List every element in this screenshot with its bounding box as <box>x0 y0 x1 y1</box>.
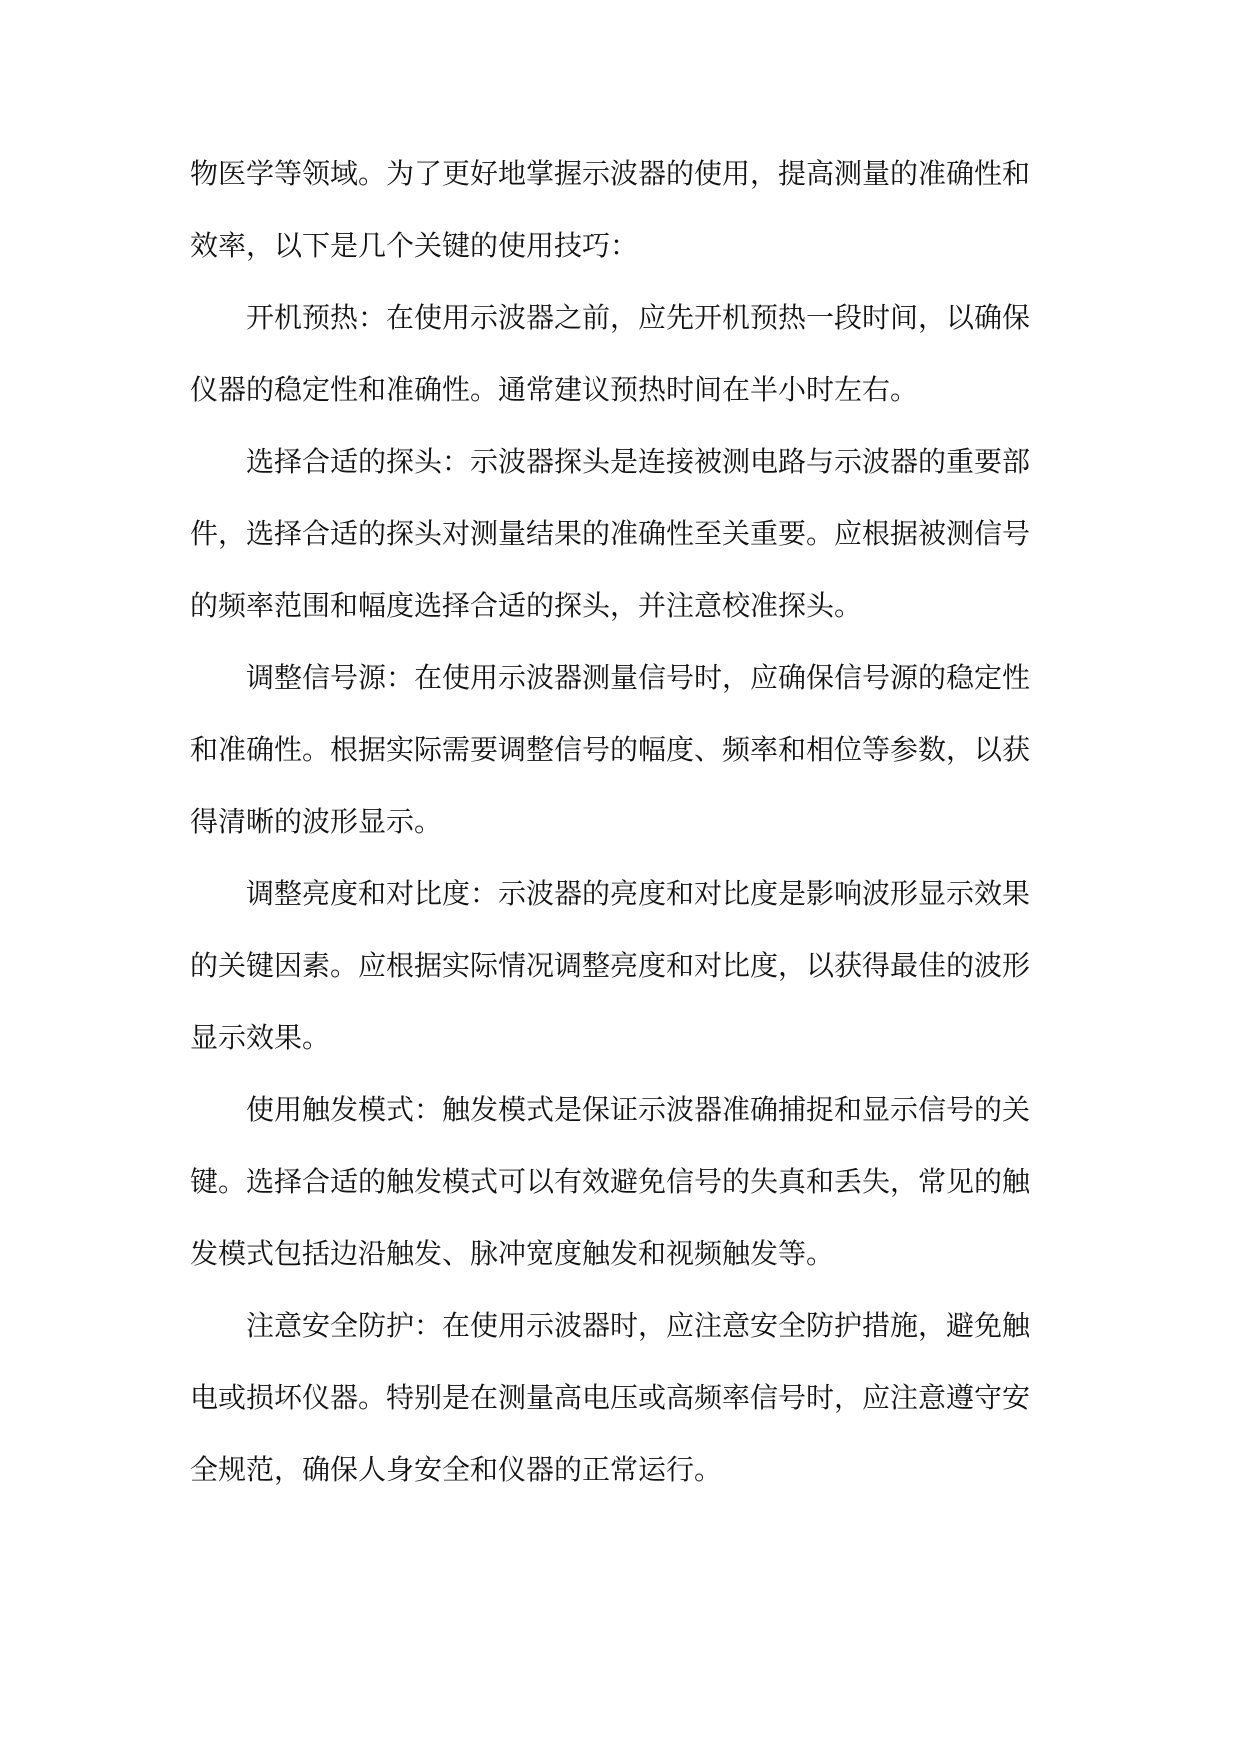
text-line: 显示效果。 <box>190 1021 331 1054</box>
text-line: 全规范，确保人身安全和仪器的正常运行。 <box>190 1453 723 1486</box>
paragraph-start-line: 注意安全防护：在使用示波器时，应注意安全防护措施，避免触 <box>246 1309 1031 1342</box>
text-line: 发模式包括边沿触发、脉冲宽度触发和视频触发等。 <box>190 1237 835 1270</box>
text-line: 仪器的稳定性和准确性。通常建议预热时间在半小时左右。 <box>190 373 919 406</box>
paragraph-start-line: 开机预热：在使用示波器之前，应先开机预热一段时间，以确保 <box>246 301 1031 334</box>
text-line: 电或损坏仪器。特别是在测量高电压或高频率信号时，应注意遵守安 <box>190 1381 1031 1414</box>
paragraph-start-line: 使用触发模式：触发模式是保证示波器准确捕捉和显示信号的关 <box>246 1093 1031 1126</box>
paragraph-start-line: 调整信号源：在使用示波器测量信号时，应确保信号源的稳定性 <box>246 661 1031 694</box>
text-line: 件，选择合适的探头对测量结果的准确性至关重要。应根据被测信号 <box>190 517 1031 550</box>
text-line: 和准确性。根据实际需要调整信号的幅度、频率和相位等参数，以获 <box>190 733 1031 766</box>
text-line: 的关键因素。应根据实际情况调整亮度和对比度，以获得最佳的波形 <box>190 949 1031 982</box>
text-line: 物医学等领域。为了更好地掌握示波器的使用，提高测量的准确性和 <box>190 157 1031 190</box>
text-line: 效率，以下是几个关键的使用技巧： <box>190 229 639 262</box>
text-line: 键。选择合适的触发模式可以有效避免信号的失真和丢失，常见的触 <box>190 1165 1031 1198</box>
paragraph-start-line: 选择合适的探头：示波器探头是连接被测电路与示波器的重要部 <box>246 445 1031 478</box>
paragraph-start-line: 调整亮度和对比度：示波器的亮度和对比度是影响波形显示效果 <box>246 877 1031 910</box>
text-line: 得清晰的波形显示。 <box>190 805 443 838</box>
text-line: 的频率范围和幅度选择合适的探头，并注意校准探头。 <box>190 589 863 622</box>
